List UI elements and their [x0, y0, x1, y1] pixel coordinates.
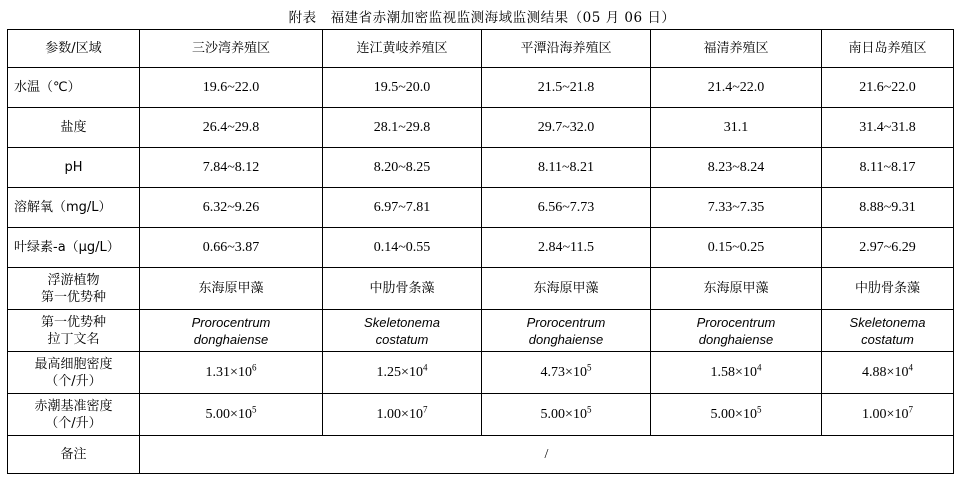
row-label-chlorophyll: 叶绿素-a（μg/L） — [8, 228, 140, 268]
monitoring-results-table — [7, 29, 954, 474]
table-cell — [482, 352, 651, 394]
table-cell: 东海原甲藻 — [482, 268, 651, 310]
row-label-remarks: 备注 — [8, 436, 140, 474]
mantissa: 1.31×10 — [205, 365, 252, 380]
table-cell: 0.14~0.55 — [323, 228, 482, 268]
mantissa: 1.00×10 — [376, 407, 423, 422]
table-row — [8, 436, 954, 474]
table-cell: 0.66~3.87 — [140, 228, 323, 268]
latin-genus: Prorocentrum — [191, 314, 271, 330]
row-label-dissolved-oxygen: 溶解氧（mg/L） — [8, 188, 140, 228]
table-cell — [323, 394, 482, 436]
row-label-salinity: 盐度 — [8, 108, 140, 148]
table-cell: 7.84~8.12 — [140, 148, 323, 188]
row-label-temperature: 水温（℃） — [8, 68, 140, 108]
table-cell: 19.5~20.0 — [323, 68, 482, 108]
latin-genus: Skeletonema — [364, 314, 440, 330]
table-cell: 2.97~6.29 — [822, 228, 954, 268]
row-label-ph: pH — [8, 148, 140, 188]
remarks-cell: / — [140, 436, 954, 474]
latin-species: costatum — [375, 331, 429, 347]
row-label-line-1: 浮游植物 — [47, 272, 100, 288]
mantissa: 4.88×10 — [862, 365, 909, 380]
row-label-line-2: （个/升） — [45, 373, 102, 389]
table-cell — [140, 394, 323, 436]
table-row — [8, 268, 954, 310]
exponent: 5 — [586, 362, 592, 373]
table-cell — [651, 352, 822, 394]
exponent: 6 — [251, 362, 257, 373]
row-label-line-1: 赤潮基准密度 — [34, 398, 113, 414]
table-cell: 31.4~31.8 — [822, 108, 954, 148]
table-title: 附表 福建省赤潮加密监视监测海域监测结果（05 月 06 日） — [288, 10, 676, 26]
table-cell: 2.84~11.5 — [482, 228, 651, 268]
header-area-fuqing: 福清养殖区 — [651, 30, 822, 68]
table-cell — [482, 394, 651, 436]
mantissa: 1.25×10 — [376, 365, 423, 380]
row-label-latin-name — [8, 310, 140, 352]
row-label-bloom-threshold — [8, 394, 140, 436]
table-cell: 21.4~22.0 — [651, 68, 822, 108]
table-row — [8, 108, 954, 148]
mantissa: 5.00×10 — [710, 407, 757, 422]
table-cell — [822, 352, 954, 394]
exponent: 4 — [756, 362, 762, 373]
table-cell: 东海原甲藻 — [140, 268, 323, 310]
table-cell: 31.1 — [651, 108, 822, 148]
row-label-dominant-species — [8, 268, 140, 310]
table-cell: 28.1~29.8 — [323, 108, 482, 148]
header-area-nanri: 南日岛养殖区 — [822, 30, 954, 68]
exponent: 5 — [586, 404, 592, 415]
table-cell: 26.4~29.8 — [140, 108, 323, 148]
table-cell — [651, 394, 822, 436]
latin-species: costatum — [861, 331, 914, 347]
row-label-line-2: 拉丁文名 — [47, 331, 100, 347]
exponent: 7 — [908, 404, 913, 415]
table-cell: 8.11~8.17 — [822, 148, 954, 188]
table-row — [8, 352, 954, 394]
mantissa: 1.58×10 — [710, 365, 757, 380]
table-row — [8, 228, 954, 268]
table-cell: 19.6~22.0 — [140, 68, 323, 108]
mantissa: 1.00×10 — [862, 407, 909, 422]
table-cell: 6.97~7.81 — [323, 188, 482, 228]
latin-genus: Prorocentrum — [526, 314, 606, 330]
mantissa: 5.00×10 — [205, 407, 252, 422]
exponent: 4 — [908, 362, 913, 373]
table-cell — [140, 310, 323, 352]
table-cell: 8.23~8.24 — [651, 148, 822, 188]
row-label-line-2: （个/升） — [45, 415, 102, 431]
table-cell: 29.7~32.0 — [482, 108, 651, 148]
latin-species: donghaiense — [528, 331, 604, 347]
header-area-sansha: 三沙湾养殖区 — [140, 30, 323, 68]
row-label-max-cell-density — [8, 352, 140, 394]
table-row — [8, 310, 954, 352]
table-cell: 8.20~8.25 — [323, 148, 482, 188]
table-cell — [482, 310, 651, 352]
table-cell: 0.15~0.25 — [651, 228, 822, 268]
mantissa: 5.00×10 — [540, 407, 587, 422]
table-cell — [140, 352, 323, 394]
table-cell: 6.32~9.26 — [140, 188, 323, 228]
table-cell: 东海原甲藻 — [651, 268, 822, 310]
table-cell — [822, 394, 954, 436]
table-cell: 21.6~22.0 — [822, 68, 954, 108]
table-row — [8, 68, 954, 108]
latin-species: donghaiense — [698, 331, 774, 347]
table-cell — [822, 310, 954, 352]
mantissa: 4.73×10 — [540, 365, 587, 380]
table-row — [8, 188, 954, 228]
table-cell: 6.56~7.73 — [482, 188, 651, 228]
table-cell: 7.33~7.35 — [651, 188, 822, 228]
exponent: 5 — [251, 404, 257, 415]
exponent: 5 — [756, 404, 762, 415]
exponent: 7 — [422, 404, 428, 415]
table-cell — [323, 310, 482, 352]
table-cell: 中肋骨条藻 — [323, 268, 482, 310]
header-param: 参数/区域 — [8, 30, 140, 68]
latin-genus: Skeletonema — [849, 314, 926, 330]
table-cell: 21.5~21.8 — [482, 68, 651, 108]
table-row — [8, 148, 954, 188]
header-area-lianjiang: 连江黄岐养殖区 — [323, 30, 482, 68]
table-row — [8, 394, 954, 436]
table-cell — [323, 352, 482, 394]
table-cell: 8.11~8.21 — [482, 148, 651, 188]
table-cell: 8.88~9.31 — [822, 188, 954, 228]
row-label-line-2: 第一优势种 — [40, 289, 106, 305]
header-row — [8, 30, 954, 68]
table-cell — [651, 310, 822, 352]
header-area-pingtan: 平潭沿海养殖区 — [482, 30, 651, 68]
latin-genus: Prorocentrum — [696, 314, 776, 330]
row-label-line-1: 第一优势种 — [40, 314, 106, 330]
table-cell: 中肋骨条藻 — [822, 268, 954, 310]
row-label-line-1: 最高细胞密度 — [34, 356, 113, 372]
exponent: 4 — [422, 362, 428, 373]
latin-species: donghaiense — [193, 331, 269, 347]
